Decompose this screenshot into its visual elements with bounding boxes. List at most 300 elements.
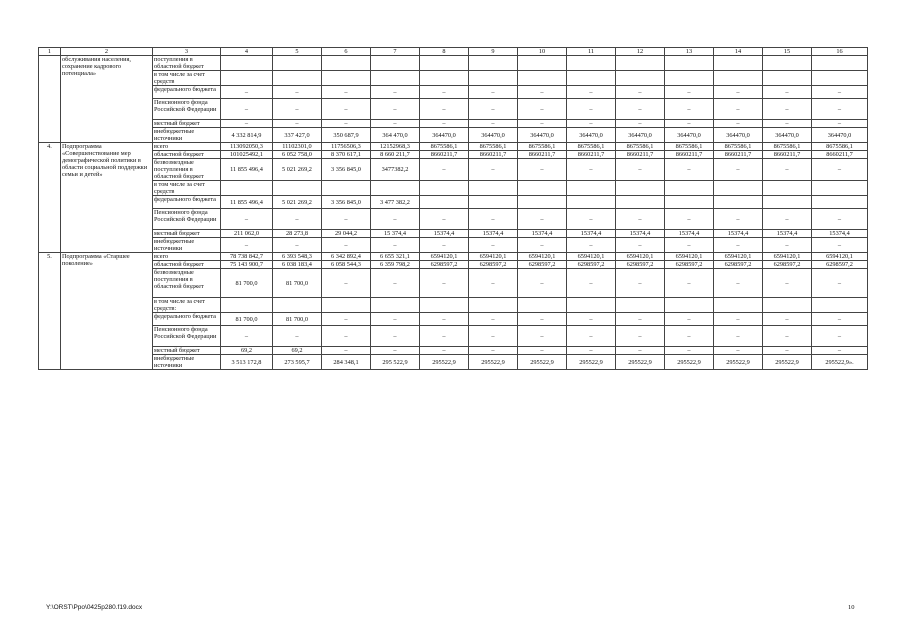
value-cell: – [616, 269, 665, 298]
value-cell: 6 342 892,4 [322, 253, 371, 261]
value-cell: 3 477 382,2 [371, 196, 420, 209]
value-cell: – [469, 120, 518, 128]
value-cell: – [616, 326, 665, 347]
value-cell [665, 196, 714, 209]
funding-source-cell: поступления в областной бюджет [153, 56, 221, 71]
value-cell [714, 298, 763, 313]
value-cell: – [469, 99, 518, 120]
value-cell: – [665, 347, 714, 355]
value-cell: – [714, 269, 763, 298]
value-cell: – [322, 326, 371, 347]
value-cell [420, 196, 469, 209]
value-cell: 364 470,0 [371, 128, 420, 143]
value-cell: – [420, 120, 469, 128]
value-cell: 15374,4 [469, 230, 518, 238]
value-cell: – [812, 326, 868, 347]
value-cell: 6594120,1 [812, 253, 868, 261]
table-row [39, 120, 868, 128]
value-cell [812, 56, 868, 71]
value-cell: 364470,0 [518, 128, 567, 143]
value-cell: – [371, 209, 420, 230]
value-cell: – [665, 159, 714, 181]
value-cell: 295522,9 [567, 355, 616, 370]
value-cell: – [567, 347, 616, 355]
value-cell: – [371, 326, 420, 347]
value-cell: 6298597,2 [567, 261, 616, 269]
header-cell: 12 [616, 48, 665, 56]
value-cell: – [420, 326, 469, 347]
value-cell: – [273, 209, 322, 230]
value-cell [665, 71, 714, 86]
value-cell: – [273, 120, 322, 128]
value-cell: – [812, 99, 868, 120]
value-cell: 113092050,3 [221, 143, 273, 151]
header-cell: 5 [273, 48, 322, 56]
value-cell: 3477382,2 [371, 159, 420, 181]
value-cell: – [469, 238, 518, 253]
funding-source-cell: всего [153, 143, 221, 151]
value-cell: – [665, 99, 714, 120]
value-cell: 364470,0 [665, 128, 714, 143]
value-cell: – [812, 159, 868, 181]
value-cell: 29 044,2 [322, 230, 371, 238]
value-cell: 8675586,1 [567, 143, 616, 151]
value-cell [469, 181, 518, 196]
value-cell: – [567, 86, 616, 99]
table-row [39, 238, 868, 253]
value-cell: 11102301,0 [273, 143, 322, 151]
funding-source-cell: безвозмездные поступления в областной бюджет [153, 159, 221, 181]
value-cell: – [714, 209, 763, 230]
value-cell: – [322, 86, 371, 99]
value-cell: – [616, 238, 665, 253]
value-cell: 6298597,2 [812, 261, 868, 269]
funding-source-cell: Пенсионного фонда Российской Федерации [153, 209, 221, 230]
value-cell [714, 181, 763, 196]
page-number: 10 [848, 604, 855, 611]
value-cell [763, 298, 812, 313]
funding-source-cell: внебюджетные источники [153, 238, 221, 253]
value-cell [567, 196, 616, 209]
value-cell [567, 56, 616, 71]
value-cell [469, 56, 518, 71]
value-cell: – [665, 313, 714, 326]
table-row [39, 151, 868, 159]
value-cell: 3 356 845,0 [322, 159, 371, 181]
value-cell [322, 71, 371, 86]
value-cell: – [221, 209, 273, 230]
value-cell: 8660211,7 [763, 151, 812, 159]
value-cell: 364470,0 [763, 128, 812, 143]
value-cell [616, 196, 665, 209]
value-cell [420, 56, 469, 71]
value-cell [812, 181, 868, 196]
value-cell [812, 298, 868, 313]
value-cell: 15374,4 [763, 230, 812, 238]
value-cell: 78 738 842,7 [221, 253, 273, 261]
value-cell: – [763, 313, 812, 326]
value-cell: – [322, 99, 371, 120]
program-name-cell: обслуживания населения, сохранение кадрового потенциала» [61, 56, 153, 143]
value-cell: – [420, 347, 469, 355]
table-body [39, 48, 868, 370]
value-cell: 81 700,0 [221, 313, 273, 326]
funding-source-cell: федерального бюджета [153, 86, 221, 99]
program-name-cell: Подпрограмма «Совершенствование мер демографической политики в области социальной поддержки семьи и детей» [61, 143, 153, 253]
value-cell: – [420, 238, 469, 253]
value-cell: 8 370 617,1 [322, 151, 371, 159]
value-cell: 6594120,1 [763, 253, 812, 261]
program-name-cell: Подпрограмма «Старшее поколение» [61, 253, 153, 370]
table-row [39, 269, 868, 298]
value-cell: 364470,0 [567, 128, 616, 143]
value-cell: 295522,9 [420, 355, 469, 370]
value-cell: – [763, 238, 812, 253]
table-row [39, 196, 868, 209]
value-cell: – [763, 269, 812, 298]
value-cell: – [371, 269, 420, 298]
value-cell: 3 356 845,0 [322, 196, 371, 209]
value-cell [567, 181, 616, 196]
value-cell [322, 181, 371, 196]
value-cell: 5 021 269,2 [273, 196, 322, 209]
value-cell [763, 71, 812, 86]
value-cell: – [665, 238, 714, 253]
value-cell: 6594120,1 [469, 253, 518, 261]
value-cell [371, 181, 420, 196]
value-cell: – [469, 313, 518, 326]
value-cell [469, 298, 518, 313]
value-cell: 6 052 758,0 [273, 151, 322, 159]
value-cell: 11756506,3 [322, 143, 371, 151]
value-cell: 8660211,7 [714, 151, 763, 159]
value-cell: 15374,4 [616, 230, 665, 238]
value-cell: 8660211,7 [616, 151, 665, 159]
value-cell: – [812, 269, 868, 298]
funding-source-cell: в том числе за счет средств [153, 181, 221, 196]
funding-source-cell: внебюджетные источники [153, 355, 221, 370]
value-cell: – [469, 326, 518, 347]
value-cell: 81 700,0 [273, 269, 322, 298]
value-cell: – [371, 238, 420, 253]
value-cell: 350 687,9 [322, 128, 371, 143]
value-cell: 6298597,2 [714, 261, 763, 269]
value-cell: – [420, 209, 469, 230]
table-row [39, 99, 868, 120]
value-cell [714, 71, 763, 86]
value-cell: 69,2 [273, 347, 322, 355]
value-cell: 15374,4 [714, 230, 763, 238]
value-cell: – [322, 347, 371, 355]
value-cell: 295522,9 [469, 355, 518, 370]
value-cell: – [371, 313, 420, 326]
value-cell: – [763, 99, 812, 120]
value-cell: – [322, 120, 371, 128]
value-cell [371, 56, 420, 71]
value-cell [616, 56, 665, 71]
value-cell: – [812, 209, 868, 230]
funding-source-cell: местный бюджет [153, 120, 221, 128]
value-cell: 5 021 269,2 [273, 159, 322, 181]
value-cell [714, 196, 763, 209]
table-row [39, 209, 868, 230]
value-cell: – [469, 159, 518, 181]
value-cell [420, 181, 469, 196]
value-cell [420, 71, 469, 86]
value-cell: 364470,0 [420, 128, 469, 143]
value-cell: 295522,9 [616, 355, 665, 370]
row-number-cell: 5. [39, 253, 61, 370]
value-cell: – [812, 313, 868, 326]
value-cell [273, 71, 322, 86]
value-cell [567, 71, 616, 86]
value-cell [322, 56, 371, 71]
value-cell: – [518, 209, 567, 230]
value-cell: – [616, 120, 665, 128]
value-cell: 364470,0 [714, 128, 763, 143]
value-cell [763, 56, 812, 71]
value-cell: – [518, 99, 567, 120]
header-cell: 10 [518, 48, 567, 56]
value-cell: – [322, 238, 371, 253]
value-cell [616, 181, 665, 196]
value-cell: – [273, 86, 322, 99]
value-cell: – [567, 209, 616, 230]
value-cell: 6594120,1 [714, 253, 763, 261]
value-cell [322, 298, 371, 313]
value-cell: 8660211,7 [812, 151, 868, 159]
value-cell: – [420, 269, 469, 298]
value-cell: – [371, 86, 420, 99]
value-cell: – [763, 326, 812, 347]
value-cell: – [469, 347, 518, 355]
value-cell: 8675586,1 [420, 143, 469, 151]
funding-source-cell: областной бюджет [153, 261, 221, 269]
table-row [39, 355, 868, 370]
value-cell: 6594120,1 [665, 253, 714, 261]
value-cell: – [518, 326, 567, 347]
funding-source-cell: федерального бюджета [153, 313, 221, 326]
value-cell: – [420, 159, 469, 181]
value-cell: – [567, 269, 616, 298]
value-cell [763, 196, 812, 209]
value-cell: – [273, 238, 322, 253]
value-cell: – [567, 313, 616, 326]
table-row [39, 159, 868, 181]
value-cell: – [221, 120, 273, 128]
value-cell [616, 71, 665, 86]
value-cell: 364470,0 [812, 128, 868, 143]
value-cell: 8675586,1 [518, 143, 567, 151]
value-cell: 8660211,7 [518, 151, 567, 159]
value-cell [420, 298, 469, 313]
value-cell: – [518, 269, 567, 298]
value-cell: – [763, 120, 812, 128]
value-cell: 11 855 496,4 [221, 196, 273, 209]
value-cell: 6298597,2 [616, 261, 665, 269]
header-cell: 4 [221, 48, 273, 56]
value-cell: – [665, 209, 714, 230]
funding-source-cell: в том числе за счет средств: [153, 298, 221, 313]
value-cell: – [714, 313, 763, 326]
header-cell: 8 [420, 48, 469, 56]
value-cell: – [518, 120, 567, 128]
table-row [39, 143, 868, 151]
funding-source-cell: федерального бюджета [153, 196, 221, 209]
value-cell: 295 522,9 [371, 355, 420, 370]
value-cell: – [812, 238, 868, 253]
value-cell: 6 359 798,2 [371, 261, 420, 269]
funding-source-cell: местный бюджет [153, 347, 221, 355]
value-cell [665, 298, 714, 313]
value-cell: – [616, 99, 665, 120]
value-cell [518, 56, 567, 71]
table-row [39, 128, 868, 143]
value-cell: – [812, 120, 868, 128]
value-cell [665, 181, 714, 196]
value-cell [763, 181, 812, 196]
value-cell: 81 700,0 [273, 313, 322, 326]
header-cell: 9 [469, 48, 518, 56]
value-cell: 295522,9 [714, 355, 763, 370]
value-cell: – [616, 86, 665, 99]
value-cell [812, 71, 868, 86]
value-cell: – [812, 86, 868, 99]
value-cell [273, 56, 322, 71]
value-cell: 364470,0 [469, 128, 518, 143]
value-cell [221, 298, 273, 313]
funding-source-cell: внебюджетные источники [153, 128, 221, 143]
value-cell: 337 427,0 [273, 128, 322, 143]
value-cell: 6594120,1 [567, 253, 616, 261]
value-cell: – [420, 86, 469, 99]
value-cell: – [221, 238, 273, 253]
value-cell [616, 298, 665, 313]
value-cell [221, 181, 273, 196]
value-cell: – [322, 269, 371, 298]
table-row [39, 71, 868, 86]
header-row [39, 48, 868, 56]
value-cell: – [567, 326, 616, 347]
value-cell: – [714, 120, 763, 128]
table-row [39, 298, 868, 313]
value-cell: 69,2 [221, 347, 273, 355]
value-cell: 8660211,7 [665, 151, 714, 159]
funding-source-cell: Пенсионного фонда Российской Федерации [153, 99, 221, 120]
value-cell: 6298597,2 [420, 261, 469, 269]
value-cell: 4 332 814,9 [221, 128, 273, 143]
value-cell: – [469, 209, 518, 230]
value-cell: – [763, 347, 812, 355]
value-cell [221, 71, 273, 86]
value-cell: – [322, 313, 371, 326]
value-cell: 15374,4 [567, 230, 616, 238]
value-cell: 8675586,1 [616, 143, 665, 151]
value-cell: – [273, 326, 322, 347]
value-cell: 6298597,2 [469, 261, 518, 269]
value-cell [273, 298, 322, 313]
header-cell: 15 [763, 48, 812, 56]
table-row [39, 313, 868, 326]
value-cell [812, 196, 868, 209]
table-row [39, 230, 868, 238]
value-cell: – [469, 269, 518, 298]
value-cell: – [518, 86, 567, 99]
value-cell [469, 71, 518, 86]
value-cell: – [371, 120, 420, 128]
header-cell: 1 [39, 48, 61, 56]
header-cell: 13 [665, 48, 714, 56]
funding-source-cell: областной бюджет [153, 151, 221, 159]
value-cell: 6 058 544,3 [322, 261, 371, 269]
funding-source-cell: всего [153, 253, 221, 261]
value-cell: – [567, 99, 616, 120]
value-cell: 295522,9 [518, 355, 567, 370]
value-cell: – [665, 326, 714, 347]
value-cell: 295522,9». [812, 355, 868, 370]
value-cell: 8660211,7 [567, 151, 616, 159]
value-cell [371, 71, 420, 86]
value-cell: 15 374,4 [371, 230, 420, 238]
value-cell: – [518, 347, 567, 355]
value-cell: – [518, 313, 567, 326]
value-cell: – [714, 326, 763, 347]
value-cell: – [420, 313, 469, 326]
header-cell: 16 [812, 48, 868, 56]
header-cell: 11 [567, 48, 616, 56]
row-number-cell [39, 56, 61, 143]
value-cell: 15374,4 [665, 230, 714, 238]
table-row [39, 181, 868, 196]
value-cell: 6594120,1 [616, 253, 665, 261]
value-cell: 6594120,1 [420, 253, 469, 261]
footer-file-path: Y:\ORST\Ppo\0425p280.f19.docx [46, 604, 143, 611]
value-cell: – [665, 269, 714, 298]
value-cell: – [221, 326, 273, 347]
row-number-cell: 4. [39, 143, 61, 253]
value-cell: 81 700,0 [221, 269, 273, 298]
value-cell: – [714, 159, 763, 181]
budget-table-container [38, 47, 867, 370]
value-cell: – [714, 347, 763, 355]
value-cell: – [714, 238, 763, 253]
value-cell [665, 56, 714, 71]
funding-source-cell: в том числе за счет средств [153, 71, 221, 86]
table-row [39, 86, 868, 99]
value-cell: – [714, 86, 763, 99]
value-cell: – [371, 99, 420, 120]
value-cell: – [221, 99, 273, 120]
header-cell: 14 [714, 48, 763, 56]
value-cell: 28 273,8 [273, 230, 322, 238]
value-cell: 6594120,1 [518, 253, 567, 261]
value-cell: – [518, 159, 567, 181]
value-cell: – [567, 120, 616, 128]
value-cell: – [322, 209, 371, 230]
value-cell [567, 298, 616, 313]
value-cell: 6298597,2 [763, 261, 812, 269]
value-cell [469, 196, 518, 209]
value-cell: – [469, 86, 518, 99]
value-cell: 284 348,1 [322, 355, 371, 370]
value-cell: 12152968,3 [371, 143, 420, 151]
value-cell: 101025492,1 [221, 151, 273, 159]
value-cell: 3 513 172,8 [221, 355, 273, 370]
value-cell: 8660211,7 [469, 151, 518, 159]
value-cell: – [763, 159, 812, 181]
value-cell: 6298597,2 [665, 261, 714, 269]
value-cell: 6 655 321,1 [371, 253, 420, 261]
